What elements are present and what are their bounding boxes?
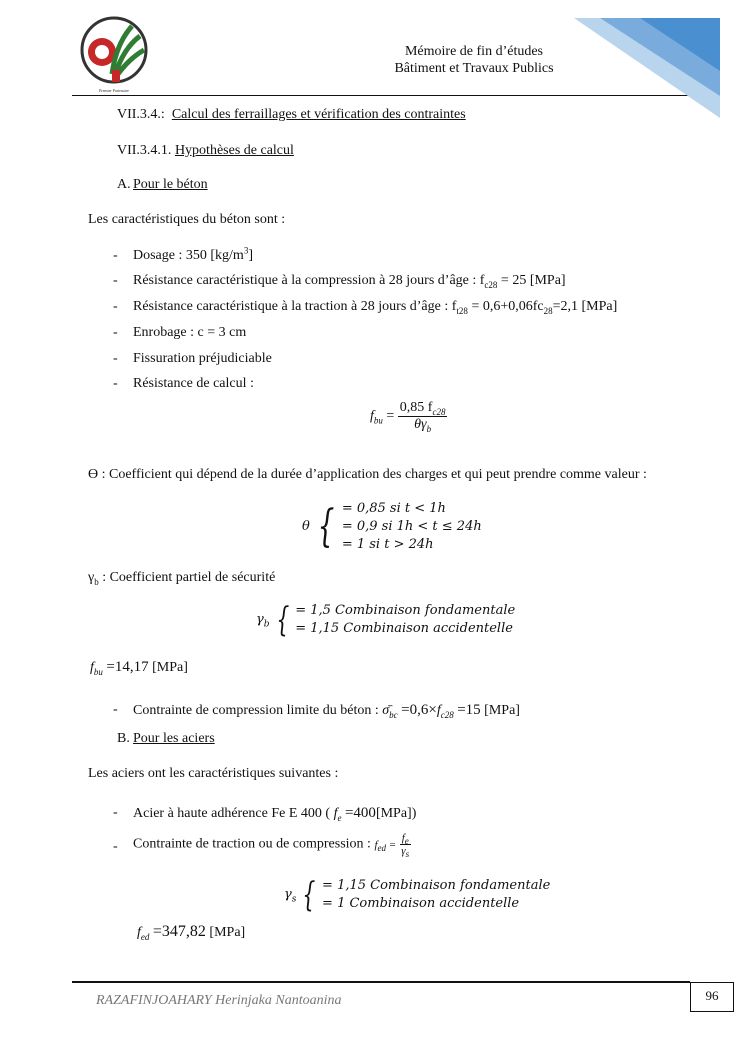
section-heading [117,106,466,124]
row: = 0,9 si 1h < t ≤ 24h [341,519,482,534]
school-logo [72,14,156,94]
sub: ed [140,931,150,942]
sub: bu [373,415,383,426]
row: = 1,5 Combinaison fondamentale [295,603,516,618]
gammab-system: $\gamma_b$ { = 1,5 Combinaison fondamentale = 1,15 Combinaison accidentelle [256,600,516,640]
heading-a [117,176,131,194]
text: Dosage : 350 [kg/m [133,248,244,263]
sub: c28 [484,279,498,290]
heading-b [117,730,130,748]
corner-ribbon [570,16,722,120]
symbol: f [333,806,338,821]
heading-a-title: Pour le béton [133,177,208,192]
section-number: VII.3.4.: [117,107,165,122]
text: Résistance caractéristique à la traction à 28 jours d’âge : f [133,299,457,314]
sub: e [404,836,409,847]
symbol: θ [302,519,310,534]
text: Contrainte de traction ou de compression : [133,836,371,852]
symbol: f [370,408,374,424]
symbol: γ [88,570,95,585]
text: Contrainte de compression limite du béton : [133,703,379,718]
gammab-description [88,569,275,587]
sub: s [291,894,297,905]
text: =2,1 [MPa] [552,299,618,314]
sub: ed [377,842,387,853]
row: = 1,15 Combinaison fondamentale [322,878,551,893]
symbol: γ [284,887,292,902]
header-title-1: Mémoire de fin d’études [404,44,543,59]
sub: s [405,849,410,860]
sub: 28 [543,305,553,316]
text: Acier à haute adhérence Fe E 400 ( [133,806,334,821]
symbol: f [436,703,441,718]
symbol: f [137,925,141,940]
svg-text:Premier Partenaire: Premier Partenaire [99,88,129,93]
exp: 3 [243,245,249,256]
sub: bu [93,666,103,677]
beton-intro: Les caractéristiques du béton sont : [88,212,286,227]
sub: c28 [440,709,454,720]
theta-system: θ { = 0,85 si t < 1h = 0,9 si 1h < t ≤ 24h = 1 si t > 24h [302,501,482,552]
text: Résistance de calcul : [133,376,254,391]
text: : Coefficient partiel de sécurité [98,570,276,585]
footer-author: RAZAFINJOAHARY Herinjaka Nantoanina [96,993,342,1008]
row: = 1 si t > 24h [341,537,434,552]
value: =347,82 [152,923,206,940]
heading-b-title: Pour les aciers [133,731,215,746]
sub: e [337,812,342,823]
theta-description: ϴ : Coefficient qui dépend de la durée d’application des charges et qui peut prendre comme valeur : [88,467,647,482]
document-page: Premier Partenaire Mémoire de fin d’études Bâtiment et Travaux Publics VII.3.4.: Calcul des ferraillages et vérification des contraintes VII.3.4.1. Hypothèses de calcul A. Pour le béton Les caractéristiques du béton sont : - Dosage : 350 $[kg/m^3]$ - Résistance caractéristique à la compression à 28 jours d’âge : $f_{c28} = 25$ [MPa] - Résistance caractéristique à la traction à 28 jours d’âge : $f_{t28} = 0,6+0,06fc_{28}=2,1$ [MPa] - Enrobage : c = 3 cm - Fissuration préjudiciable - Résistance de calcul : $f_{bu}$ = $\frac{0,85 f_{c28}}{\theta\gamma_b}$ ϴ : Coefficient qui dépend de la durée d’application des charges et qui peut prendre comme valeur : θ { = 0,85 si t < 1h = 0,9 si 1h < t ≤ 24h = 1 si t > 24h $\gamma_b$ : Coefficient partiel de sécurité $\gamma_b$ { = 1,5 Combinaison fondamentale = 1,15 Combinaison accidentelle $f_{bu} =14,17$ [MPa] - Contrainte de compression limite du béton : $\sigmā_{bc} =0,6\times f_{c28} =15$ [MPa] B. Pour les aciers Les aciers ont les caractéristiques suivantes : - Acier à haute adhérence Fe E 400 ( $f_e =400[MPa]$) - Contrainte de traction ou de compression : $f_{ed}$ = $\frac{f_e}{\gamma_s}$ $\gamma_s$ { = 1,15 Combinaison fondamentale = 1 Combinaison accidentelle $f_{ed} =347,82$ [MPa] RAZAFINJOAHARY Herinjaka Nantoanina 96 [0,0,745,1053]
letter: A. [117,177,131,192]
letter: B. [117,731,130,746]
section-title: Calcul des ferraillages et vérification des contraintes [171,107,466,122]
value: =15 [457,702,481,718]
denominator: θγ [414,417,427,432]
aciers-intro: Les aciers ont les caractéristiques suivantes : [88,766,339,781]
page-number: 96 [705,988,719,1003]
fed-value [137,923,245,942]
numerator: f [401,832,405,844]
text: Résistance caractéristique à la compression à 28 jours d’âge : f [133,273,485,288]
row: = 0,85 si t < 1h [341,501,446,516]
text: = 0,6+0,06fc [467,299,544,314]
subsection-title: Hypothèses de calcul [174,143,294,158]
fbu-formula: $f_{bu}$ = $\frac{0,85 f_{c28}}{\theta\gamma_b}$ [370,400,446,434]
symbol: f [90,660,94,675]
row: = 1,15 Combinaison accidentelle [295,621,513,636]
text: Fissuration préjudiciable [133,351,272,366]
footer-rule [72,981,690,983]
value: =14,17 [106,659,149,675]
unit: [MPa] [484,703,520,718]
text: Enrobage : c = 3 cm [133,325,247,340]
numerator: 0,85 f [399,400,433,415]
symbol: γ [256,612,264,627]
unit: [MPa] [209,925,246,940]
sub: c28 [432,406,446,417]
text: [MPa]) [375,806,417,821]
header-title-2: Bâtiment et Travaux Publics [394,61,554,76]
text: ] [248,248,253,263]
subsection-heading [117,142,294,160]
sub: t28 [456,305,468,316]
fbu-value [90,658,188,677]
unit: [MPa] [152,660,188,675]
gammas-system: $\gamma_s$ { = 1,15 Combinaison fondamentale = 1 Combinaison accidentelle [284,875,551,915]
sub: b [426,423,432,434]
sub: b [263,619,270,630]
subsection-number: VII.3.4.1. [117,143,172,158]
symbol: σ̄ [382,703,390,718]
denominator: γ [401,845,406,857]
sub: b [94,576,99,587]
row: = 1 Combinaison accidentelle [322,896,520,911]
expr: =0,6× [401,702,437,718]
text: = 25 [MPa] [497,273,566,288]
symbol: f [374,838,378,851]
sub: bc [389,709,398,720]
value: =400 [344,805,376,821]
page-number-box [690,982,734,1012]
